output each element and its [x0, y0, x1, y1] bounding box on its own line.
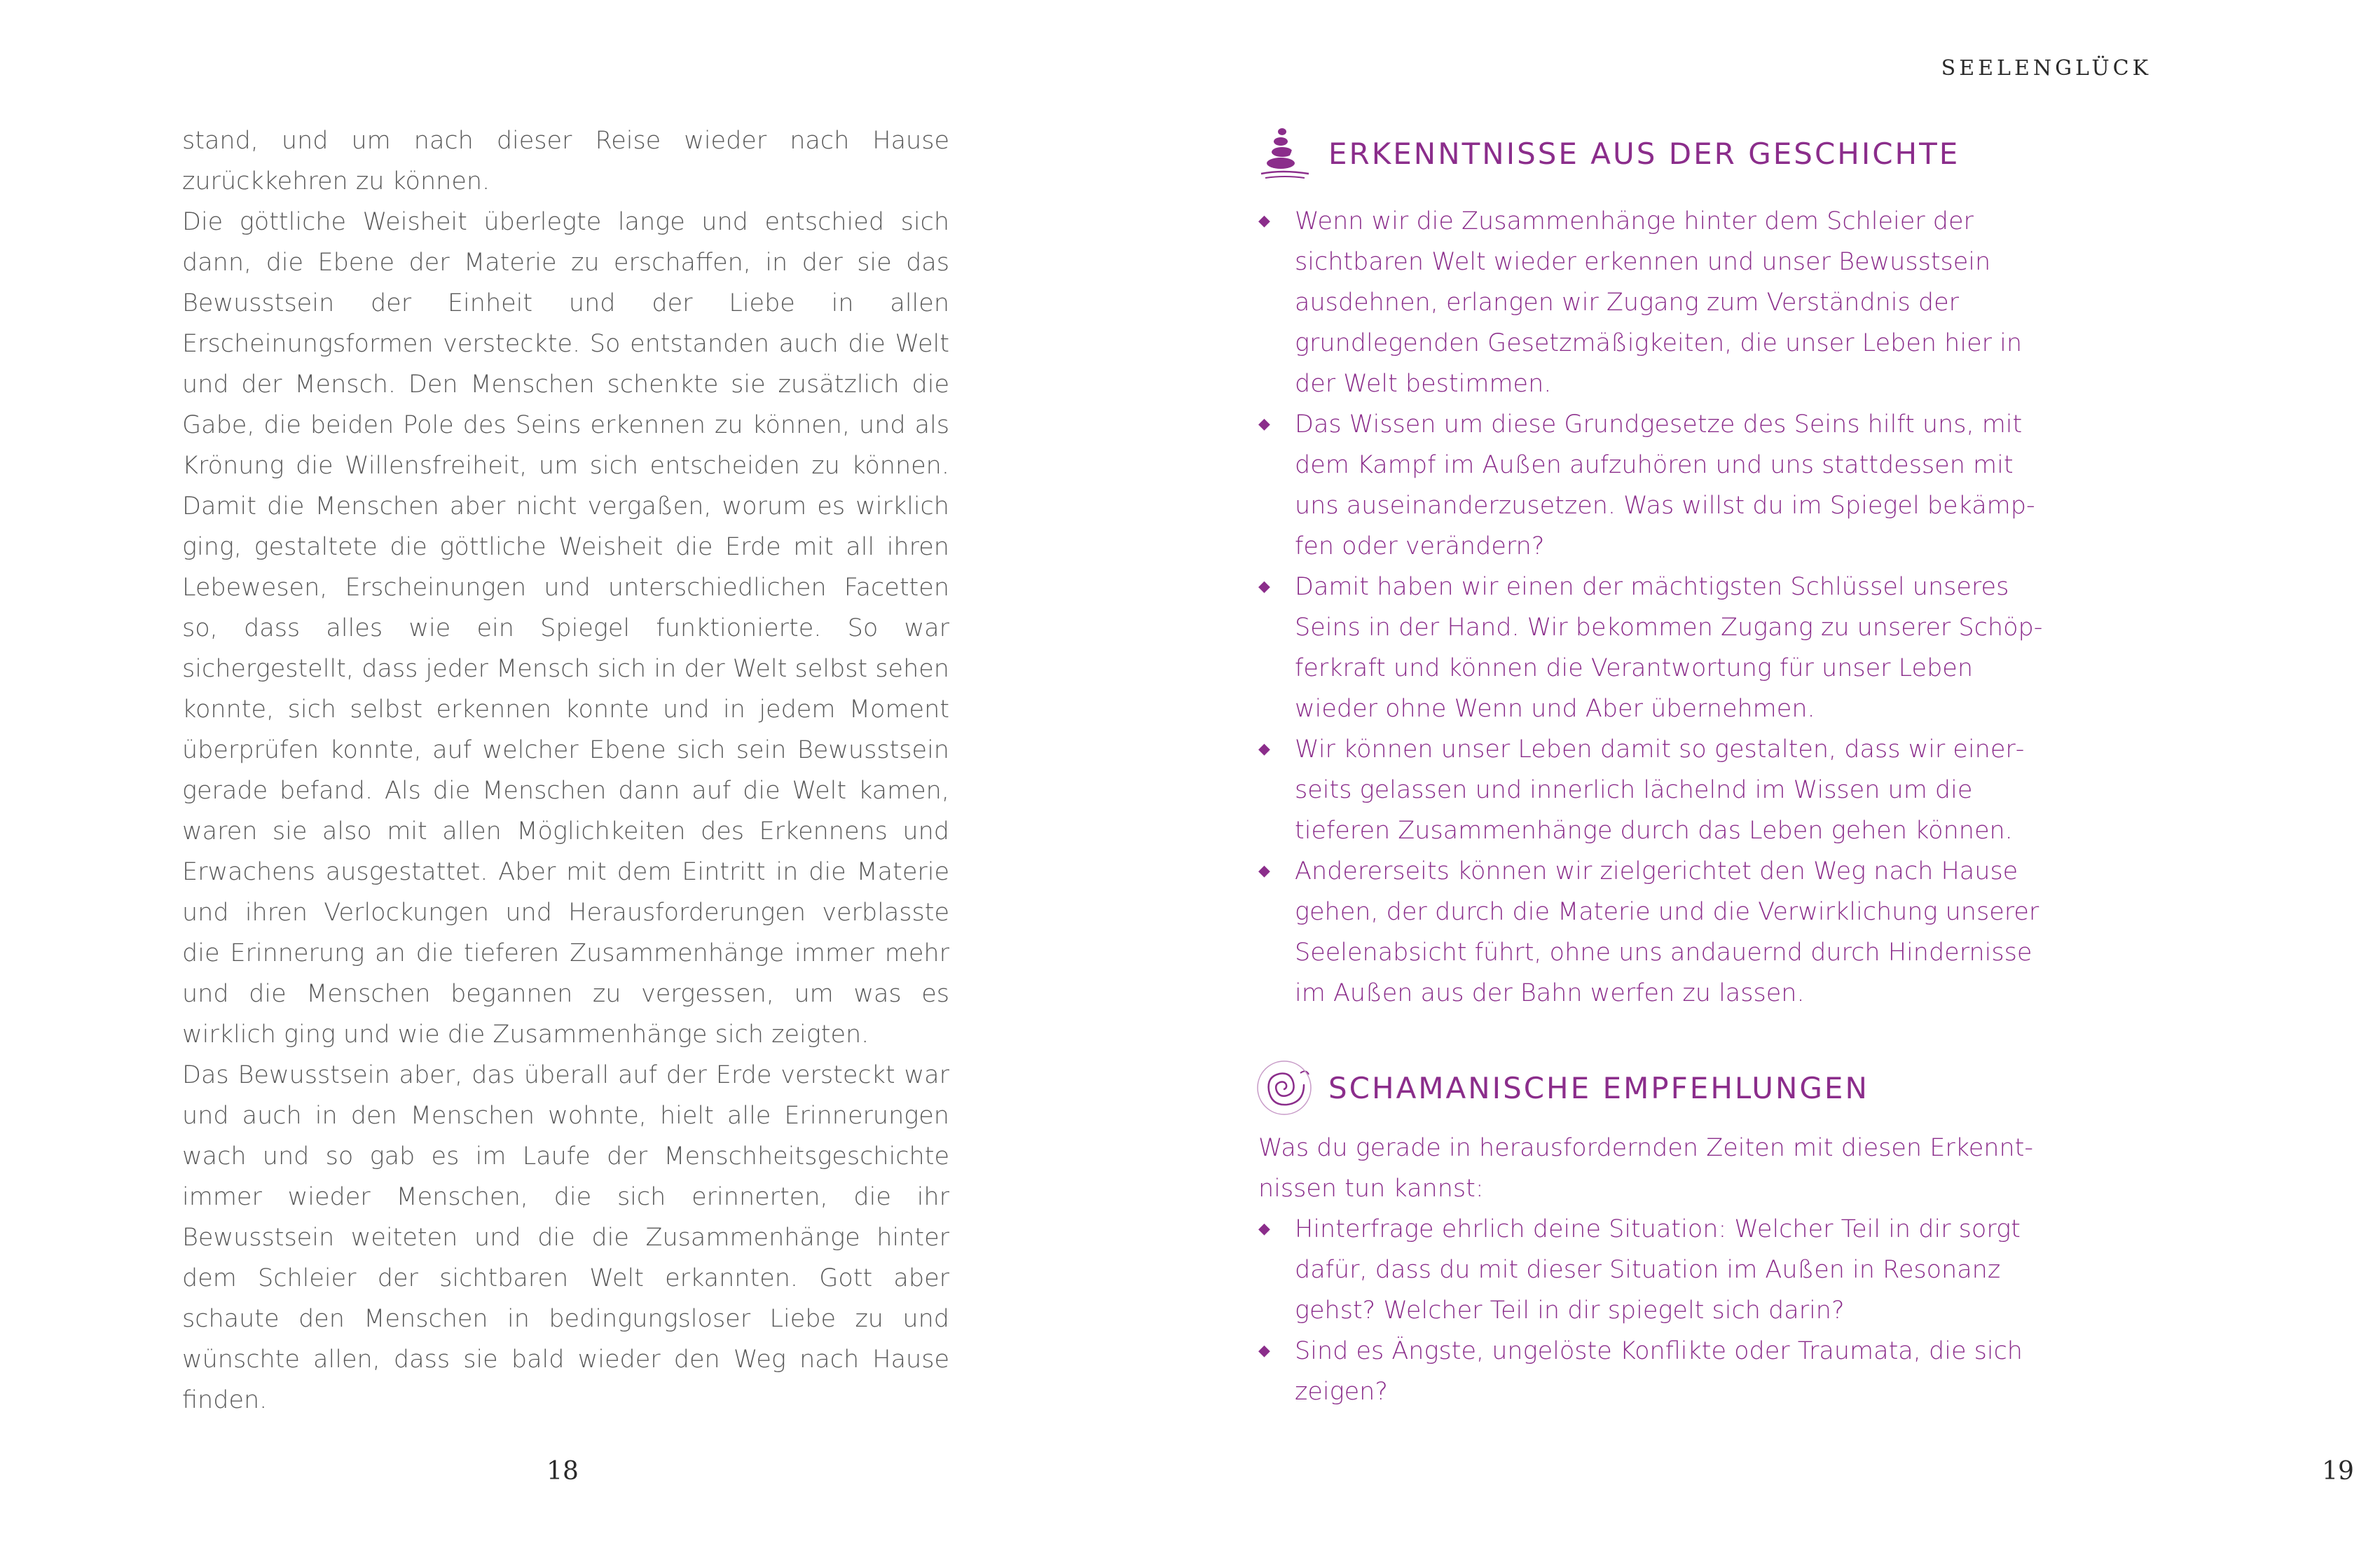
section-title-insights: ERKENNTNISSE AUS DER GESCHICHTE — [1328, 136, 1960, 171]
diamond-bullet-icon: ◆ — [1258, 415, 1270, 433]
list-item: ◆ Wir können unser Leben damit so gestalten, dass wir einerseits gelassen und innerlich lächelnd im Wissen um die tieferen Zusammenhänge durch das Leben gehen können. — [1258, 729, 2047, 851]
diamond-bullet-icon: ◆ — [1258, 740, 1270, 758]
section-title-recommendations: SCHAMANISCHE EMPFEHLUNGEN — [1328, 1070, 1869, 1105]
page-number-right: 19 — [2322, 1457, 2354, 1486]
left-body-text — [182, 120, 949, 1421]
list-item: ◆ Das Wissen um diese Grundgesetze des Seins hilft uns, mit dem Kampf im Außen aufzuhören und uns stattdessen mit uns auseinanderzusetzen. Was willst du im Spiegel bekämpfen oder verändern? — [1258, 404, 2047, 567]
recommendations-intro: Was du gerade in herausfordernden Zeiten mit diesen Erkenntnissen tun kannst: — [1258, 1134, 2034, 1203]
recommendations-list — [1258, 1209, 2047, 1412]
left-page — [0, 0, 1100, 1555]
diamond-bullet-icon: ◆ — [1258, 578, 1270, 595]
diamond-bullet-icon: ◆ — [1258, 862, 1270, 880]
list-item: ◆ Hinterfrage ehrlich deine Situation: Welcher Teil in dir sorgt dafür, dass du mit dieser Situation im Außen in Resonanz gehst? Welcher Teil in dir spiegelt sich darin? — [1258, 1209, 2047, 1331]
paragraph: Die göttliche Weisheit überlegte lange und entschied sich dann, die Ebene der Materie zu erschaffen, in der sie das Bewusstsein der Einheit und der Liebe in allen Erscheinungsformen versteckte. So entstanden auch die Welt und der Mensch. Den Menschen schenkte sie zusätzlich die Gabe, die beiden Pole des Seins erkennen zu können, und als Krönung die Willensfreiheit, um sich entscheiden zu können. Damit die Menschen aber nicht vergaßen, worum es wirklich ging, gestaltete die göttliche Weisheit die Erde mit all ihren Lebewesen, Erscheinungen und unterschiedlichen Facetten so, dass alles wie ein Spiegel funktionierte. So war sichergestellt, dass jeder Mensch sich in der Welt selbst sehen konnte, sich selbst erkennen konnte und in jedem Moment überprüfen konnte, auf welcher Ebene sich sein Bewusstsein gerade befand. Als die Menschen dann auf die Welt kamen, waren sie also mit allen Möglichkeiten des Erkennens und Erwachens ausgestattet. Aber mit dem Eintritt in die Materie und ihren Verlockungen und Herausforderungen verblasste die Erinnerung an die tieferen Zusammenhänge immer mehr und die Menschen begannen zu vergessen, um was es wirklich ging und wie die Zusammenhänge sich zeigten. — [182, 208, 949, 1049]
list-item: ◆ Damit haben wir einen der mächtigsten Schlüssel unseres Seins in der Hand. Wir bekommen Zugang zu unserer Schöpferkraft und können die Verantwortung für unser Leben wieder ohne Wenn und Aber übernehmen. — [1258, 567, 2047, 729]
paragraph: stand, und um nach dieser Reise wieder nach Hause zurückkehren zu können. — [182, 127, 949, 195]
right-page — [1100, 0, 2354, 1555]
paragraph: Das Bewusstsein aber, das überall auf der Erde versteckt war und auch in den Menschen wohnte, hielt alle Erinnerungen wach und so gab es im Laufe der Menschheitsgeschichte immer wieder Menschen, die sich erinnerten, die ihr Bewusstsein weiteten und die die Zusammenhänge hinter dem Schleier der sichtbaren Welt erkannten. Gott aber schaute den Menschen in bedingungsloser Liebe zu und wünschte allen, dass sie bald wieder den Weg nach Hause finden. — [182, 1061, 949, 1414]
list-item: ◆ Wenn wir die Zusammenhänge hinter dem Schleier der sichtbaren Welt wieder erkennen und unser Bewusstsein ausdehnen, erlangen wir Zugang zum Verständnis der grundlegenden Gesetzmäßigkeiten, die unser Leben hier in der Welt bestimmen. — [1258, 201, 2047, 404]
diamond-bullet-icon: ◆ — [1258, 1220, 1270, 1238]
insights-list — [1258, 201, 2047, 1014]
stacked-stones-icon — [1254, 123, 1314, 184]
page-number-left: 18 — [546, 1457, 579, 1486]
section-heading-insights — [1254, 123, 1960, 184]
list-item: ◆ Andererseits können wir zielgerichtet den Weg nach Hause gehen, der durch die Materie und die Verwirklichung unserer Seelenabsicht führt, ohne uns andauernd durch Hindernisse im Außen aus der Bahn werfen zu lassen. — [1258, 851, 2047, 1014]
list-item: ◆ Sind es Ängste, ungelöste Konflikte oder Traumata, die sich zeigen? — [1258, 1331, 2047, 1412]
diamond-bullet-icon: ◆ — [1258, 212, 1270, 230]
diamond-bullet-icon: ◆ — [1258, 1342, 1270, 1360]
spiral-shell-icon — [1254, 1058, 1314, 1118]
running-head: SEELENGLÜCK — [1941, 56, 2152, 81]
section-heading-recommendations — [1254, 1058, 1869, 1118]
